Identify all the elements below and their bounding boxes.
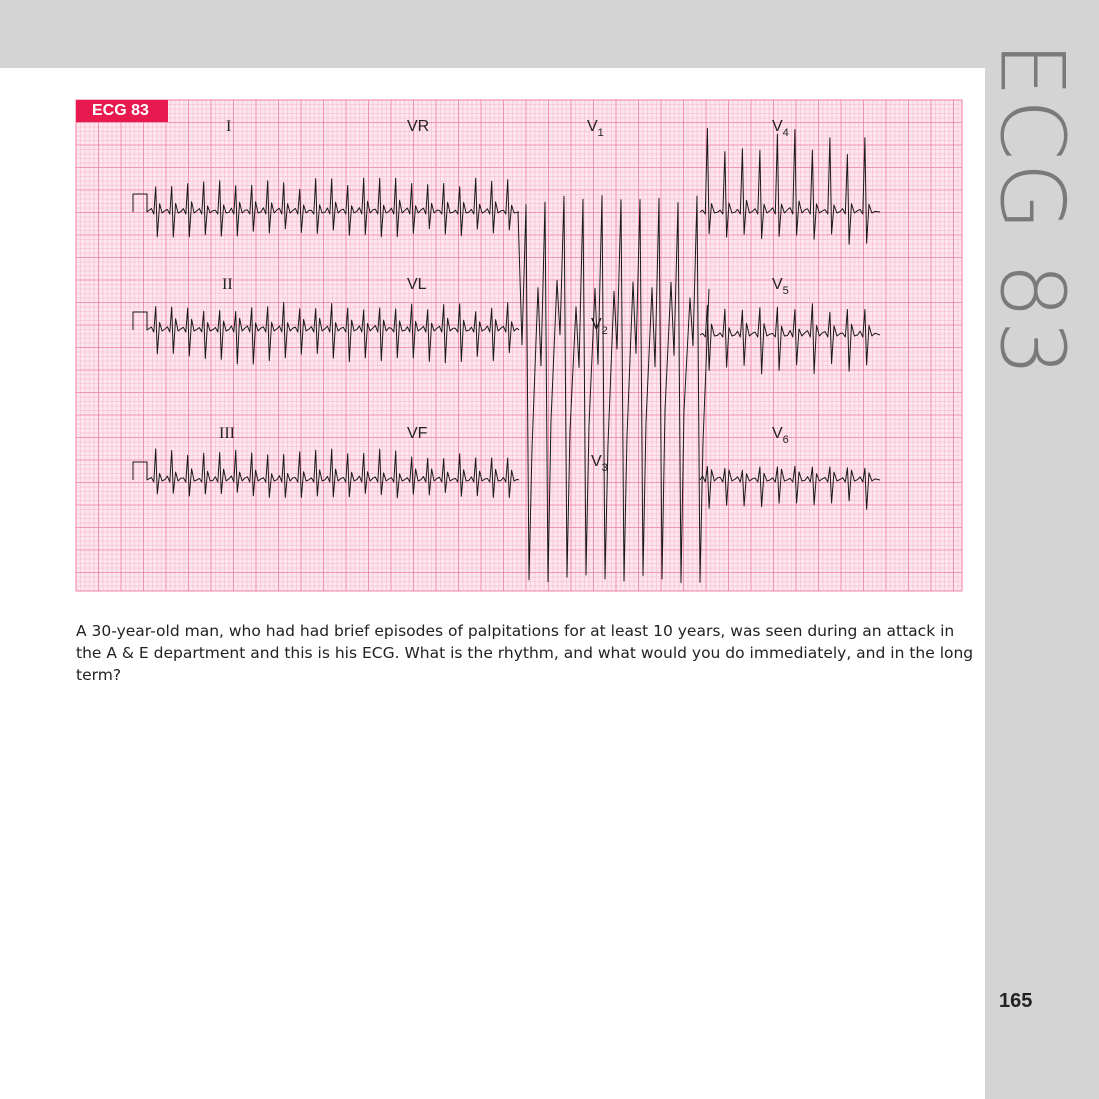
lead-label-V6: $V_6$ [772, 425, 789, 446]
lead-label-V5: $V_5$ [772, 276, 789, 297]
lead-label-VR: VR [407, 118, 430, 135]
lead-label-VL: VL [407, 276, 427, 293]
question-caption: A 30-year-old man, who had had brief episodes of palpitations for at least 10 years, was seen during an attack in the A & E department and this is his ECG. What is the rhythm, and what would you do immediately, and in the long term? [76, 622, 974, 684]
lead-label-V2: $V_2$ [591, 316, 608, 337]
lead-label-V3: $V_3$ [591, 453, 608, 474]
page-number: 165 [999, 990, 1033, 1012]
lead-label-VF: VF [407, 425, 428, 442]
side-heading: ECG 83 [980, 41, 1084, 379]
lead-label-I: I [226, 118, 232, 135]
lead-label-II: II [222, 276, 233, 293]
lead-label-V4: $V_4$ [772, 118, 789, 139]
lead-label-V1: $V_1$ [587, 118, 604, 139]
ecg-title-badge: ECG 83 [76, 100, 168, 122]
lead-label-III: III [219, 425, 235, 442]
